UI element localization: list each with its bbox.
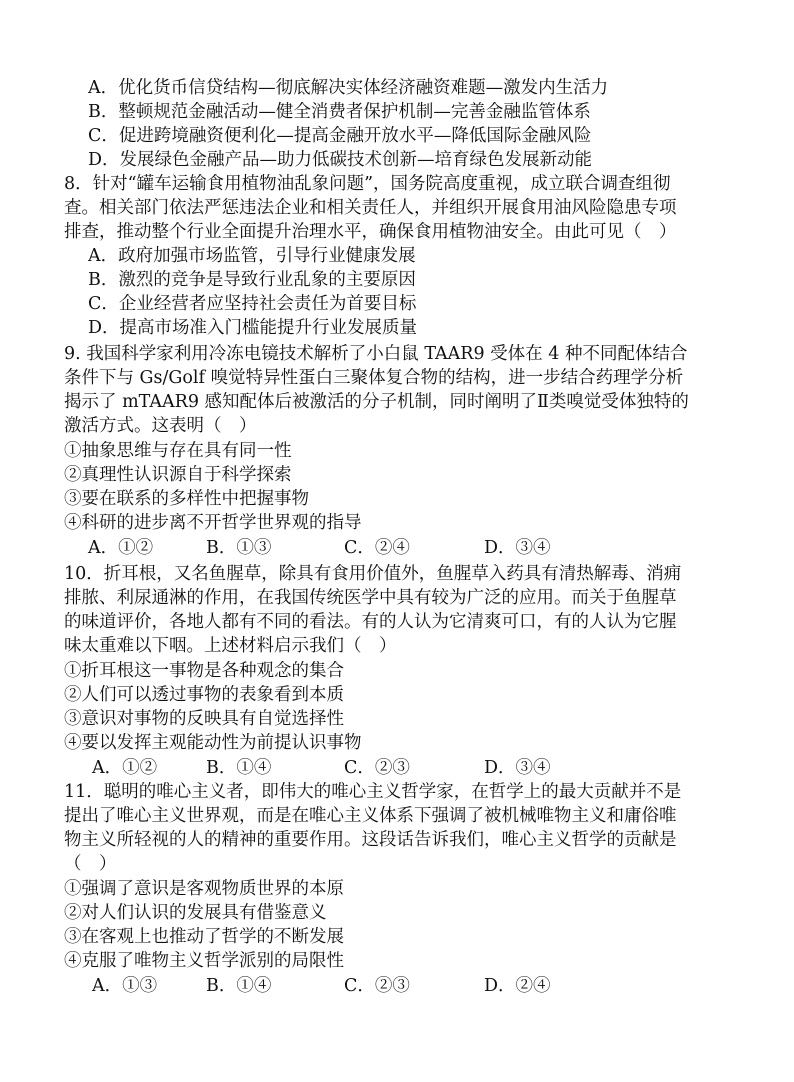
q11-statement-3: ③在客观上也推动了哲学的不断发展 <box>64 927 344 947</box>
q11-choice-c: C．②③ <box>344 976 410 996</box>
q9-statement-1: ①抽象思维与存在具有同一性 <box>64 441 292 461</box>
q8-stem-line-1: 8．针对“罐车运输食用植物油乱象问题”，国务院高度重视，成立联合调查组彻 <box>64 174 671 194</box>
q11-choice-b: B．①④ <box>206 976 272 996</box>
q7-option-d: D．发展绿色金融产品—助力低碳技术创新—培育绿色发展新动能 <box>88 150 593 170</box>
q9-statement-3: ③要在联系的多样性中把握事物 <box>64 489 309 509</box>
q10-stem-line-4: 味太重难以下咽。上述材料启示我们（ ） <box>64 636 397 656</box>
q10-statement-3: ③意识对事物的反映具有自觉选择性 <box>64 709 344 729</box>
q11-choice-a: A．①③ <box>92 976 158 996</box>
q8-option-a: A．政府加强市场监管，引导行业健康发展 <box>88 246 416 266</box>
q9-choice-c: C．②④ <box>344 538 410 558</box>
q11-choice-d: D．②④ <box>484 976 551 996</box>
q9-stem-line-4: 激活方式。这表明（ ） <box>64 416 257 436</box>
q7-option-b: B．整顿规范金融活动—健全消费者保护机制—完善金融监管体系 <box>88 102 591 122</box>
q9-stem-line-3: 揭示了 mTAAR9 感知配体后被激活的分子机制，同时阐明了Ⅱ类嗅觉受体独特的 <box>64 392 689 412</box>
q11-stem-line-2: 提出了唯心主义世界观，而是在唯心主义体系下强调了被机械唯物主义和庸俗唯 <box>64 806 677 826</box>
q11-stem-line-3: 物主义所轻视的人的精神的重要作用。这段话告诉我们，唯心主义哲学的贡献是 <box>64 830 677 850</box>
q10-statement-1: ①折耳根这一事物是各种观念的集合 <box>64 661 344 681</box>
q11-statement-4: ④克服了唯物主义哲学派别的局限性 <box>64 951 344 971</box>
q8-option-b: B．激烈的竞争是导致行业乱象的主要原因 <box>88 270 416 290</box>
q10-choice-a: A．①② <box>92 758 158 778</box>
q10-stem-line-1: 10．折耳根，又名鱼腥草，除具有食用价值外，鱼腥草入药具有清热解毒、消痈 <box>64 564 682 584</box>
page-corner-mark <box>714 0 794 6</box>
q11-stem-line-1: 11．聪明的唯心主义者，即伟大的唯心主义哲学家，在哲学上的最大贡献并不是 <box>64 782 682 802</box>
q8-stem-line-2: 查。相关部门依法严惩违法企业和相关责任人，并组织开展食用油风险隐患专项 <box>64 198 677 218</box>
q10-stem-line-2: 排脓、利尿通淋的作用，在我国传统医学中具有较为广泛的应用。而关于鱼腥草 <box>64 588 677 608</box>
q10-choice-c: C．②③ <box>344 758 410 778</box>
q8-option-c: C．企业经营者应坚持社会责任为首要目标 <box>88 294 417 314</box>
q9-statement-2: ②真理性认识源自于科学探索 <box>64 465 292 485</box>
q11-stem-line-4: （ ） <box>64 854 117 874</box>
q11-statement-1: ①强调了意识是客观物质世界的本原 <box>64 879 344 899</box>
q8-option-d: D．提高市场准入门槛能提升行业发展质量 <box>88 318 418 338</box>
q10-choice-b: B．①④ <box>206 758 272 778</box>
q7-option-c: C．促进跨境融资便利化—提高金融开放水平—降低国际金融风险 <box>88 126 592 146</box>
q9-choice-a: A．①② <box>88 538 154 558</box>
q11-statement-2: ②对人们认识的发展具有借鉴意义 <box>64 903 327 923</box>
q10-stem-line-3: 的味道评价，各地人都有不同的看法。有的人认为它清爽可口，有的人认为它腥 <box>64 612 677 632</box>
q10-statement-4: ④要以发挥主观能动性为前提认识事物 <box>64 733 362 753</box>
q10-statement-2: ②人们可以透过事物的表象看到本质 <box>64 685 344 705</box>
q9-choice-b: B．①③ <box>206 538 272 558</box>
q10-choice-d: D．③④ <box>484 758 551 778</box>
q9-statement-4: ④科研的进步离不开哲学世界观的指导 <box>64 513 362 533</box>
q9-stem-line-2: 条件下与 Gs/Golf 嗅觉特异性蛋白三聚体复合物的结构，进一步结合药理学分析 <box>64 368 684 388</box>
q8-stem-line-3: 排查，推动整个行业全面提升治理水平，确保食用植物油安全。由此可见（ ） <box>64 222 677 242</box>
q9-stem-line-1: 9. 我国科学家利用冷冻电镜技术解析了小白鼠 TAAR9 受体在 4 种不同配体结合 <box>64 344 688 364</box>
q9-choice-d: D．③④ <box>484 538 551 558</box>
q7-option-a: A．优化货币信贷结构—彻底解决实体经济融资难题—激发内生活力 <box>88 78 609 98</box>
